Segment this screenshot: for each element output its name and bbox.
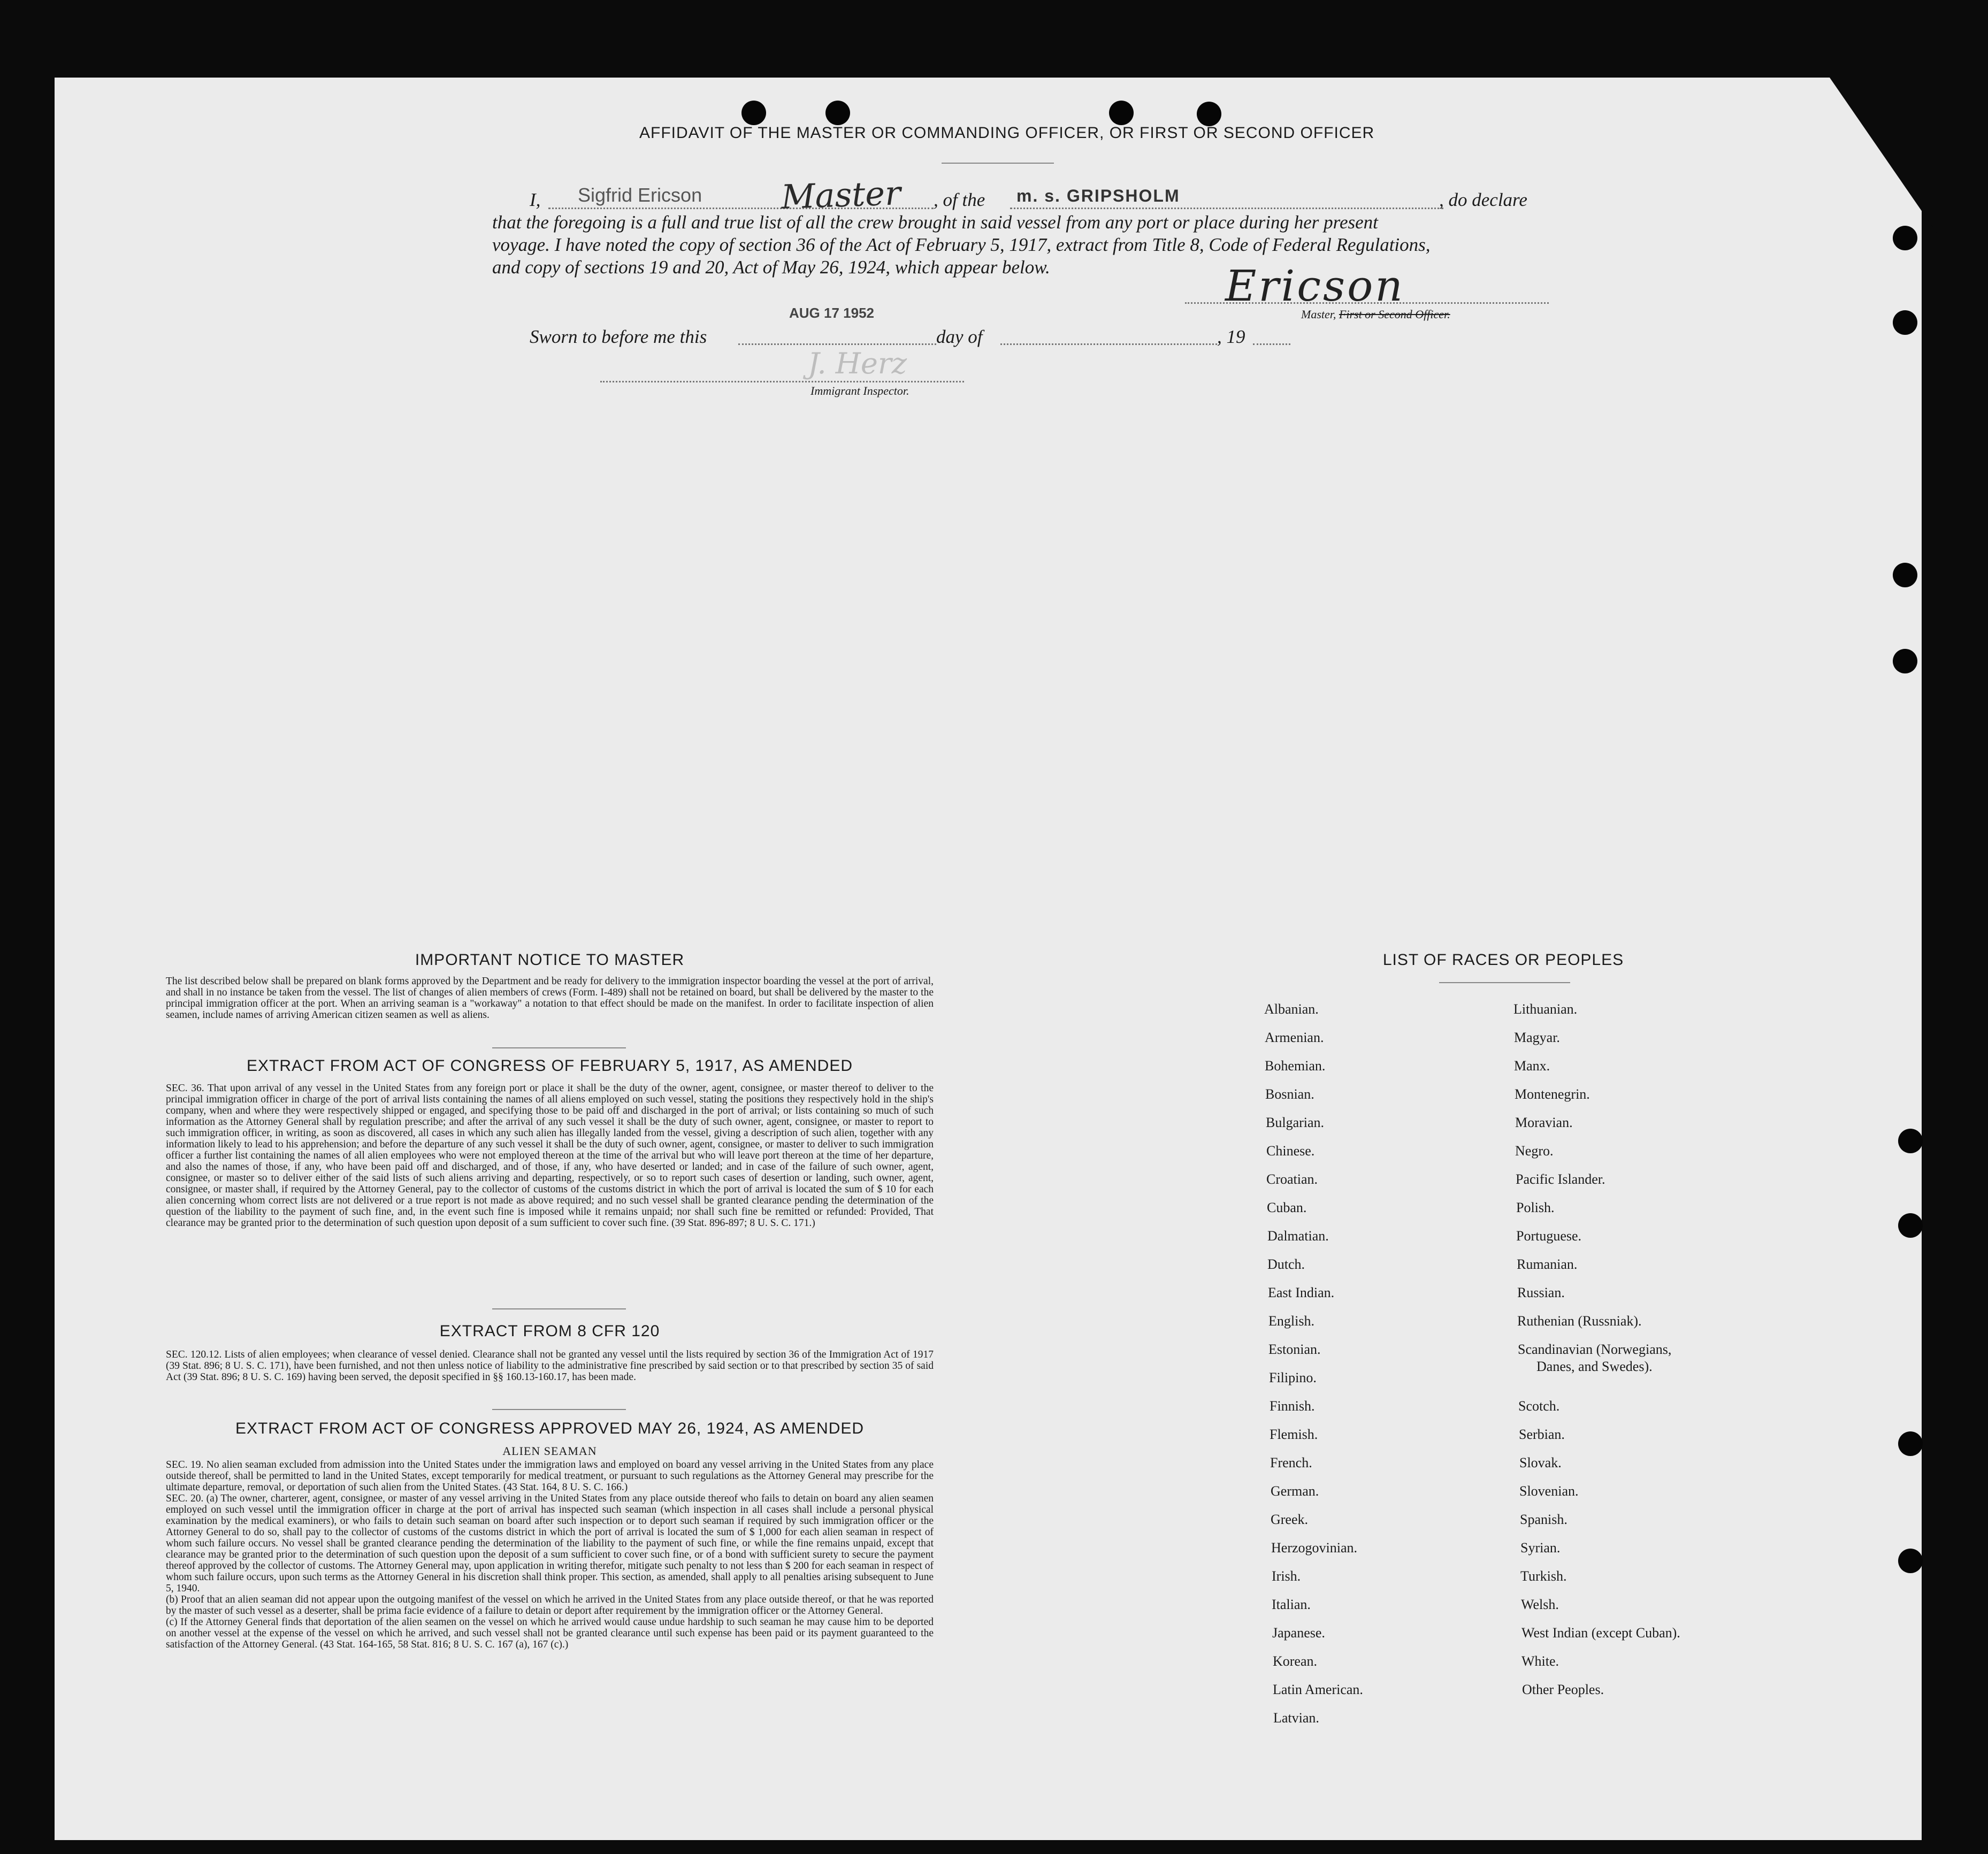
month-blank — [1000, 343, 1217, 345]
race-item: Syrian. — [1520, 1540, 1561, 1556]
race-item: Scotch. — [1518, 1398, 1560, 1414]
sec-20a: SEC. 20. (a) The owner, charterer, agent, consignee, or master of any vessel arriving in the United States from any place outside thereof who fails to detain on board any alien seamen employed on such vessel until the immigration officer in charge at the port of arrival has inspected such seaman (which inspection in all cases shall include a personal physical examination by the medical examiners), or who fails to detain such seaman on board after such inspection or to deport such seaman if required by such immigration officer or the Attorney General to do so, shall pay to the collector of customs of the customs district in which the port of arrival is located the sum of $ 1,000 for each alien seaman in respect of whom such failure occurs. No vessel shall be granted clearance pending the determination of the liability to the payment of such fine, or while the fine remains unpaid, except that clearance may be granted prior to the determination of such question upon the deposit of a sum sufficient to cover such fine, or of a bond with sufficient surety to secure the payment thereof approved by the collector of customs. The Attorney General may, upon application in writing therefor, mitigate such penalty to not less than $ 200 for each seaman in respect of whom such failure occurs, upon such terms as the Attorney General in his discretion shall think proper. This section, as amended, shall apply to all penalties arising subsequent to June 5, 1940. — [166, 1493, 934, 1594]
race-item: Moravian. — [1515, 1115, 1573, 1130]
extract-1917-divider — [492, 1308, 626, 1309]
race-item: Latvian. — [1273, 1710, 1319, 1726]
race-item: Bohemian. — [1265, 1058, 1326, 1074]
of-the-label: , of the — [934, 189, 985, 210]
notice-title: IMPORTANT NOTICE TO MASTER — [415, 951, 685, 969]
race-item: Turkish. — [1520, 1568, 1567, 1584]
sworn-label: Sworn to before me this — [530, 326, 707, 347]
vessel-name: m. s. GRIPSHOLM — [1016, 186, 1180, 205]
inspector-signature: J. Herz — [808, 347, 907, 380]
race-item: Montenegrin. — [1515, 1086, 1590, 1102]
year-blank — [1253, 343, 1290, 345]
race-item: Estonian. — [1268, 1342, 1321, 1357]
punch-hole — [741, 101, 766, 125]
race-item: English. — [1268, 1313, 1314, 1329]
sec-19: SEC. 19. No alien seaman excluded from admission into the United States under the immigration laws and employed on board any vessel arriving in the United States from any place outside thereof, shall be permitted to land in the United States, except temporarily for medical treatment, or pursuant to such regulations as the Attorney General may prescribe for the ultimate departure, removal, or deportation of such alien from the United States. (43 Stat. 164, 8 U. S. C. 166.) — [166, 1459, 934, 1493]
race-item: Slovak. — [1519, 1455, 1562, 1470]
race-item: Lithuanian. — [1513, 1001, 1578, 1017]
race-item: Slovenian. — [1519, 1483, 1579, 1499]
do-declare-label: , do declare — [1439, 189, 1527, 210]
race-item: Spanish. — [1520, 1512, 1568, 1527]
cfr-title: EXTRACT FROM 8 CFR 120 — [439, 1322, 660, 1340]
race-item: Russian. — [1517, 1285, 1565, 1300]
extract-1924-subtitle: ALIEN SEAMAN — [502, 1444, 597, 1458]
races-divider — [1439, 982, 1570, 983]
race-item: Portuguese. — [1516, 1228, 1582, 1244]
affidavit-line-2: that the foregoing is a full and true list of all the crew brought in said vessel from any port or place during her present — [492, 212, 1378, 233]
race-item: Magyar. — [1514, 1030, 1560, 1045]
sec-20c: (c) If the Attorney General finds that deportation of the alien seamen on the vessel on which he arrived would cause undue hardship to such seaman he may cause him to be deported on another vessel at the expense of the vessel on which he arrived, and such vessel shall not be granted clearance until such expense has been paid or its payment guaranteed to the satisfaction of the Attorney General. (43 Stat. 164-165, 58 Stat. 816; 8 U. S. C. 167 (a), 167 (c).) — [166, 1616, 934, 1650]
affidavit-line-3: voyage. I have noted the copy of section 36 of the Act of February 5, 1917, extract from Title 8, Code of Federal Regulations, — [492, 234, 1431, 255]
punch-hole — [1197, 102, 1221, 126]
punch-hole — [1898, 1129, 1923, 1153]
race-item: Japanese. — [1272, 1625, 1325, 1641]
race-item: Ruthenian (Russniak). — [1517, 1313, 1642, 1329]
extract-1924-sections — [166, 1459, 934, 1650]
master-signature: Ericson — [1225, 261, 1405, 311]
race-item: East Indian. — [1268, 1285, 1335, 1300]
race-item: Irish. — [1272, 1568, 1301, 1584]
vessel-blank — [1010, 208, 1443, 209]
punch-hole — [1898, 1549, 1923, 1573]
race-item: Serbian. — [1519, 1427, 1565, 1442]
race-item: Finnish. — [1270, 1398, 1315, 1414]
punch-hole — [1898, 1213, 1923, 1238]
races-title: LIST OF RACES OR PEOPLES — [1382, 951, 1624, 969]
sworn-date-blank — [738, 343, 936, 345]
race-item: Filipino. — [1269, 1370, 1317, 1385]
punch-hole — [1109, 101, 1134, 125]
race-item: Dalmatian. — [1267, 1228, 1329, 1244]
punch-hole — [825, 101, 850, 125]
race-item: Herzogovinian. — [1271, 1540, 1358, 1556]
race-item: Pacific Islander. — [1516, 1171, 1605, 1187]
race-item: Flemish. — [1270, 1427, 1318, 1442]
master-name: Sigfrid Ericson — [578, 184, 702, 206]
affidavit-line-4: and copy of sections 19 and 20, Act of May 26, 1924, which appear below. — [492, 257, 1050, 278]
extract-1917-title: EXTRACT FROM ACT OF CONGRESS OF FEBRUARY 5, 1917, AS AMENDED — [246, 1057, 853, 1075]
notice-body: The list described below shall be prepared on blank forms approved by the Department and be ready for delivery to the immigration inspector boarding the vessel at the port of arrival, and shall in no instance be taken from the vessel. The list of changes of alien members of crews (Form. I-489) shall not be retained on board, but shall be delivered by the master to the principal immigration officer at the port. When an arriving seaman is a "workaway" a notation to that effect should be made on the manifest. In order to facilitate inspection of alien seamen, include names of arriving American citizen seamen as well as aliens. — [166, 976, 934, 1021]
race-item: Danes, and Swedes). — [1536, 1359, 1653, 1374]
race-item: Cuban. — [1267, 1200, 1307, 1215]
race-item: Korean. — [1273, 1653, 1318, 1669]
race-item: Scandinavian (Norwegians, — [1518, 1342, 1672, 1357]
race-item: West Indian (except Cuban). — [1521, 1625, 1680, 1641]
race-item: Albanian. — [1264, 1001, 1319, 1017]
sec-20b: (b) Proof that an alien seaman did not appear upon the outgoing manifest of the vessel on which he arrived in the United States from any place outside thereof, or that he was reported by the master of such vessel as a deserter, shall be prima facie evidence of a failure to detain or deport after requirement by the immigration officer or the Attorney General. — [166, 1594, 934, 1616]
cfr-divider — [492, 1409, 626, 1410]
race-item: Rumanian. — [1517, 1257, 1578, 1272]
race-item: Manx. — [1514, 1058, 1550, 1074]
race-item: Armenian. — [1265, 1030, 1324, 1045]
race-item: German. — [1271, 1483, 1319, 1499]
signature-line — [1185, 302, 1549, 304]
punch-hole — [1898, 1431, 1923, 1456]
notice-divider — [492, 1047, 626, 1048]
race-item: Croatian. — [1266, 1171, 1318, 1187]
race-item: Dutch. — [1267, 1257, 1305, 1272]
inspector-line — [600, 381, 964, 382]
race-item: Latin American. — [1273, 1682, 1363, 1697]
handwritten-rank: Master — [780, 173, 901, 217]
race-item: Polish. — [1516, 1200, 1555, 1215]
punch-hole — [1893, 563, 1917, 587]
race-item: Welsh. — [1521, 1597, 1559, 1612]
extract-1917-body: SEC. 36. That upon arrival of any vessel in the United States from any foreign port or place it shall be the duty of the owner, agent, consignee, or master thereof to deliver to the principal immigration officer in charge of the port of arrival lists containing the names of all aliens employed on such vessel, stating the positions they respectively hold in the ship's company, when and where they were respectively shipped or engaged, and specifying those to be paid off and discharged in the port of arrival; or lists containing so much of such information as the Attorney General shall by regulation prescribe; and after the arrival of any such vessel it shall be the duty of such owner, agent, consignee, or master to report to such immigration officer, in writing, as soon as discovered, all cases in which any such alien has illegally landed from the vessel, giving a description of such alien, together with any information likely to lead to his apprehension; and before the departure of any such vessel it shall be the duty of such owner, agent, consignee, or master to deliver to such immigration officer a further list containing the names of all alien employees who were not employed thereon at the time of the arrival but who will leave port thereon at the time of her departure, and also the names of those, if any, who have been paid off and discharged, and of those, if any, who have deserted or landed; and in case of the failure of such owner, agent, consignee, or master so to deliver either of the said lists of such aliens arriving and departing, respectively, or so to report such cases of desertion or landing, such owner, agent, consignee, or master shall, if required by the Attorney General, pay to the collector of customs of the customs district in which the port of arrival is located the sum of $ 10 for each alien concerning whom correct lists are not delivered or a true report is not made as above required; and no such vessel shall be granted clearance pending the determination of the question of the liability to the payment of such fine, and, in the event such fine is imposed while it remains unpaid; nor shall such fine be remitted or refunded: Provided, That clearance may be granted prior to the determination of such question upon deposit of a sum sufficient to cover such fine. (39 Stat. 896-897; 8 U. S. C. 171.) — [166, 1083, 934, 1229]
race-item: Negro. — [1515, 1143, 1554, 1159]
inspector-label: Immigrant Inspector. — [811, 384, 909, 397]
torn-corner — [1830, 78, 1937, 233]
caption-master: Master, — [1301, 308, 1336, 321]
signature-caption — [1301, 308, 1450, 321]
cfr-body: SEC. 120.12. Lists of alien employees; when clearance of vessel denied. Clearance shall not be granted any vessel until the lists required by section 36 of the Immigration Act of 1917 (39 Stat. 896; 8 U. S. C. 171), have been furnished, and not then unless notice of liability to the administrative fine prescribed by said section or to that prescribed by section 35 of said Act (39 Stat. 896; 8 U. S. C. 169) having been served, the deposit specified in §§ 160.13-160.17, has been made. — [166, 1349, 934, 1383]
punch-hole — [1893, 649, 1917, 673]
punch-hole — [1893, 310, 1917, 335]
race-item: Other Peoples. — [1522, 1682, 1604, 1697]
race-item: White. — [1521, 1653, 1559, 1669]
race-item: Chinese. — [1266, 1143, 1315, 1159]
title-divider — [942, 163, 1054, 164]
race-item: Bosnian. — [1265, 1086, 1314, 1102]
race-item: Italian. — [1272, 1597, 1311, 1612]
affidavit-i-label: I, — [530, 189, 541, 210]
punch-hole — [1893, 226, 1917, 250]
extract-1924-title: EXTRACT FROM ACT OF CONGRESS APPROVED MAY 26, 1924, AS AMENDED — [235, 1420, 865, 1437]
date-stamp: AUG 17 1952 — [789, 305, 874, 321]
race-item: Greek. — [1271, 1512, 1309, 1527]
year-label: , 19 — [1217, 326, 1245, 347]
caption-struck: First or Second Officer. — [1339, 308, 1450, 321]
affidavit-title: AFFIDAVIT OF THE MASTER OR COMMANDING OFFICER, OR FIRST OR SECOND OFFICER — [639, 124, 1375, 142]
race-item: Bulgarian. — [1266, 1115, 1325, 1130]
race-item: French. — [1270, 1455, 1312, 1470]
day-of-label: day of — [936, 326, 983, 347]
